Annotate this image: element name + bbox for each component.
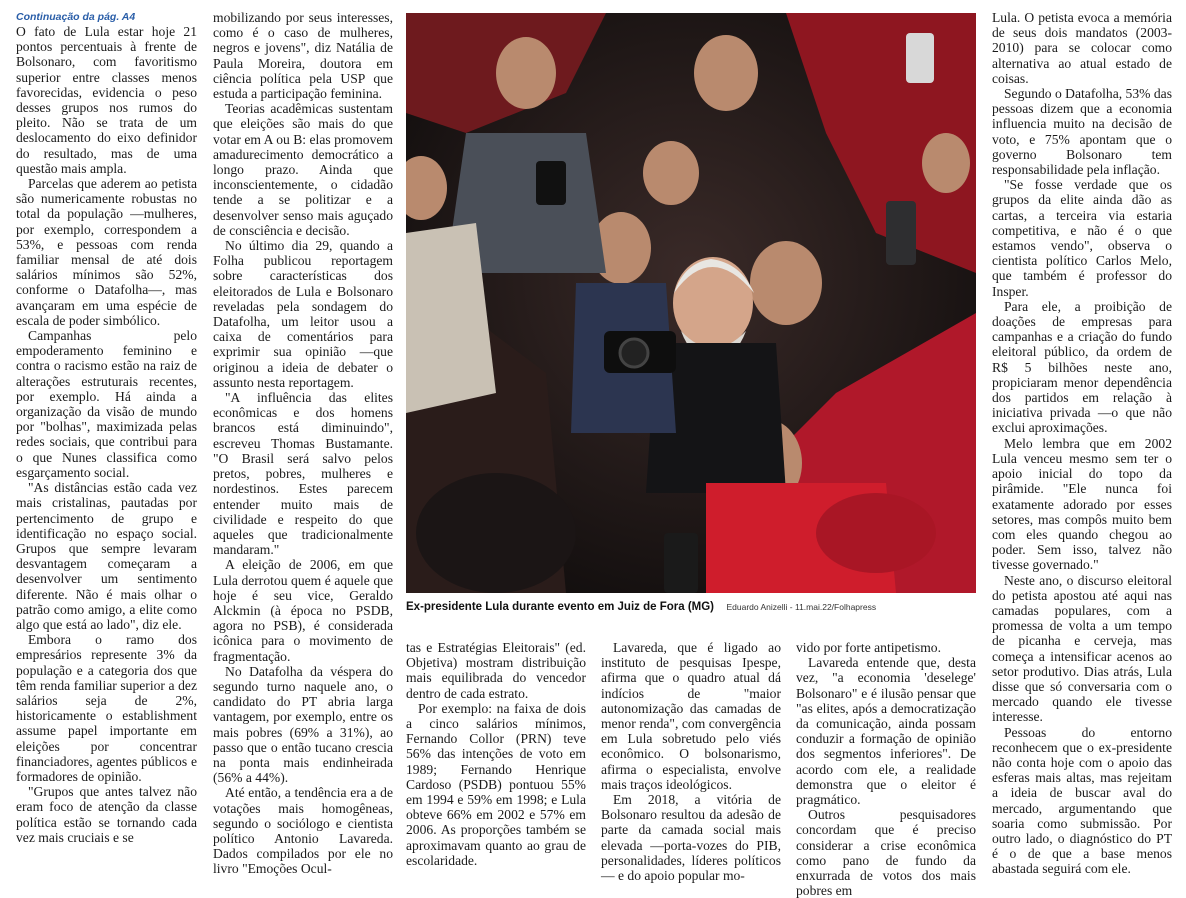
paragraph: Campanhas pelo empoderamento feminino e contra o racismo estão na raiz de alterações estruturais recentes, por exemplo. Há ainda a organização da visão de mundo por "bolhas", maximizada pelas redes sociais, que contribui para o que Nunes classifica como esgarçamento social. (16, 328, 197, 480)
paragraph: A eleição de 2006, em que Lula derrotou quem é aquele que hoje é seu vice, Geraldo Alckmin (à época no PSDB, agora no PSB), é considerada icônica para o movimento de fragmentação. (213, 557, 393, 664)
article-column-3 (406, 640, 586, 868)
paragraph: Teorias acadêmicas sustentam que eleições são mais do que votar em A ou B: elas promovem amadurecimento democrático a longo prazo. Ainda que inconscientemente, o cidadão tende a se politizar e a desenvolver senso mais aguçado de consciência e decisão. (213, 101, 393, 238)
paragraph: Lavareda, que é ligado ao instituto de pesquisas Ipespe, afirma que o quadro atual dá indícios de "maior autonomização das camadas de menor renda", com convergência em Lula sobretudo pelo viés econômico. O bolsonarismo, afirma o especialista, envolve mais traços ideológicos. (601, 640, 781, 792)
paragraph: Em 2018, a vitória de Bolsonaro resultou da adesão de parte da camada social mais elevada —porta-vozes do PIB, personalidades, líderes políticos— e do apoio popular mo- (601, 792, 781, 884)
paragraph: Neste ano, o discurso eleitoral do petista apostou até aqui nas camadas populares, com a promessa de volta a um tempo de picanha e cerveja, mas começa a intensificar acenos ao setor produtivo. Dias atrás, Lula disse que só conversaria com o mercado quando ele tivesse interesse. (992, 572, 1172, 725)
article-column-1 (16, 10, 197, 845)
photo-credit: Eduardo Anizelli - 11.mai.22/Folhapress (726, 602, 877, 612)
crowd-photo-illustration (406, 13, 976, 593)
paragraph: Lavareda entende que, desta vez, "a economia 'deselege' Bolsonaro" e é ilusão pensar que "as elites, após a democratização da comunicação, ainda possam conduzir a formação de opinião dos segmentos inferiores". De acordo com ele, a realidade demonstra que o eleitor é pragmático. (796, 655, 976, 808)
paragraph: Para ele, a proibição de doações de empresas para campanhas e a criação do fundo eleitoral público, da ordem de R$ 5 bilhões neste ano, propiciaram menor dependência dos partidos em relação à iniciativa privada —o que não exclui aproximações. (992, 298, 1172, 436)
paragraph: Embora o ramo dos empresários represente 3% da população e a categoria dos que têm renda familiar superior a dez salários seja de 2%, historicamente o establishment assume papel importante em eleições por concentrar financiadores, agentes públicos e formadores de opinião. (16, 632, 197, 784)
paragraph: "Se fosse verdade que os grupos da elite ainda dão as cartas, a terceira via estaria competitiva, e não é o que estamos vendo", observa o cientista político Carlos Melo, que também é professor do Insper. (992, 177, 1172, 299)
paragraph: Segundo o Datafolha, 53% das pessoas dizem que a economia influencia muito na decisão de voto, e 75% apontam que o governo Bolsonaro tem responsabilidade pela inflação. (992, 86, 1172, 178)
paragraph: Melo lembra que em 2002 Lula venceu mesmo sem ter o apoio inicial do topo da pirâmide. "Ele nunca foi exatamente adorado por esses setores, mas compôs muito bem com eles quando chegou ao poder. Sem isso, talvez não tivesse governado." (992, 435, 1172, 573)
paragraph: vido por forte antipetismo. (796, 640, 941, 655)
caption-text: Ex-presidente Lula durante evento em Juiz de Fora (MG) (406, 601, 715, 613)
paragraph: Pessoas do entorno reconhecem que o ex-presidente não conta hoje com o apoio das esferas mais altas, mas rejeitam a ideia de buscar aval do mercado, argumentando que soaria como submissão. Por outro lado, o diagnóstico do PT é o de que a base menos abastada seguirá com ele. (992, 724, 1172, 877)
paragraph: "As distâncias estão cada vez mais cristalinas, pautadas por pertencimento de grupo e identificação no espaço social. Grupos que sempre levaram desvantagem começaram a desenvolver um sentimento diferente. Não é mais olhar o patrão como amigo, a elite como algo que está ao lado", diz ele. (16, 480, 197, 632)
news-photo (406, 13, 976, 593)
paragraph: No último dia 29, quando a Folha publicou reportagem sobre características dos eleitorados de Lula e Bolsonaro reveladas pela sondagem do Datafolha, um leitor usou a caixa de comentários para exprimir sua opinião —que originou a ideia de debater o assunto nesta reportagem. (213, 238, 393, 390)
article-column-2 (213, 10, 393, 877)
article-column-5 (796, 640, 976, 898)
continuation-label: Continuação da pág. A4 (16, 11, 136, 23)
paragraph: mobilizando por seus interesses, como é o caso de mulheres, negros e jovens", diz Natália de Paula Moreira, doutora em ciência política pela USP que estuda a participação feminina. (213, 10, 393, 102)
paragraph: "Grupos que antes talvez não eram foco de atenção da classe política estão se tornando cada vez mais cruciais e se (16, 784, 197, 845)
paragraph: "A influência das elites econômicas e dos homens brancos está diminuindo", escreveu Thomas Bustamante. "O Brasil será salvo pelos pretos, pobres, mulheres e nordestinos. Estes parecem entender muito mais de civilidade e respeito do que aqueles que tradicionalmente mandaram." (213, 390, 393, 558)
paragraph: Até então, a tendência era a de votações mais homogêneas, segundo o sociólogo e cientista político Antonio Lavareda. Dados compilados por ele no livro "Emoções Ocul- (213, 785, 393, 877)
paragraph: Outros pesquisadores concordam que é preciso considerar a crise econômica como pano de fundo da enxurrada de votos dos mais pobres em (796, 807, 976, 898)
article-column-6 (992, 10, 1172, 877)
paragraph: Por exemplo: na faixa de dois a cinco salários mínimos, Fernando Collor (PRN) teve 56% das intenções de voto em 1989; Fernando Henrique Cardoso (PSDB) pontuou 55% em 1994 e 59% em 1998; e Lula obteve 66% em 2002 e 57% em 2006. As proporções também se aproximavam quanto ao grau de escolaridade. (406, 700, 586, 868)
paragraph: O fato de Lula estar hoje 21 pontos percentuais à frente de Bolsonaro, com favoritismo superior entre classes menos favorecidas, evidencia o peso desses grupos nos rumos do pleito. Não se trata de um deslocamento do eixo definidor do resultado, mas de uma questão mais ampla. (16, 24, 197, 176)
paragraph: tas e Estratégias Eleitorais" (ed. Objetiva) mostram distribuição mais equilibrada do vencedor dentro de cada estrato. (406, 640, 586, 701)
paragraph: Parcelas que aderem ao petista são numericamente robustas no total da população —mulheres, por exemplo, correspondem a 53%, e pessoas com renda familiar mensal de até dois salários mínimos são 52%, conforme o Datafolha—, mas avançaram em uma espécie de escala de poder simbólico. (16, 176, 197, 328)
paragraph: No Datafolha da véspera do segundo turno naquele ano, o candidato do PT abria larga vantagem, por exemplo, entre os mais pobres (69% a 31%), ao passo que o então tucano crescia na ponta mais endinheirada (56% a 44%). (213, 663, 393, 786)
paragraph: Lula. O petista evoca a memória de seus dois mandatos (2003-2010) para se colocar como alternativa ao atual estado de coisas. (992, 10, 1172, 86)
photo-caption (406, 597, 976, 615)
article-column-4 (601, 640, 781, 883)
